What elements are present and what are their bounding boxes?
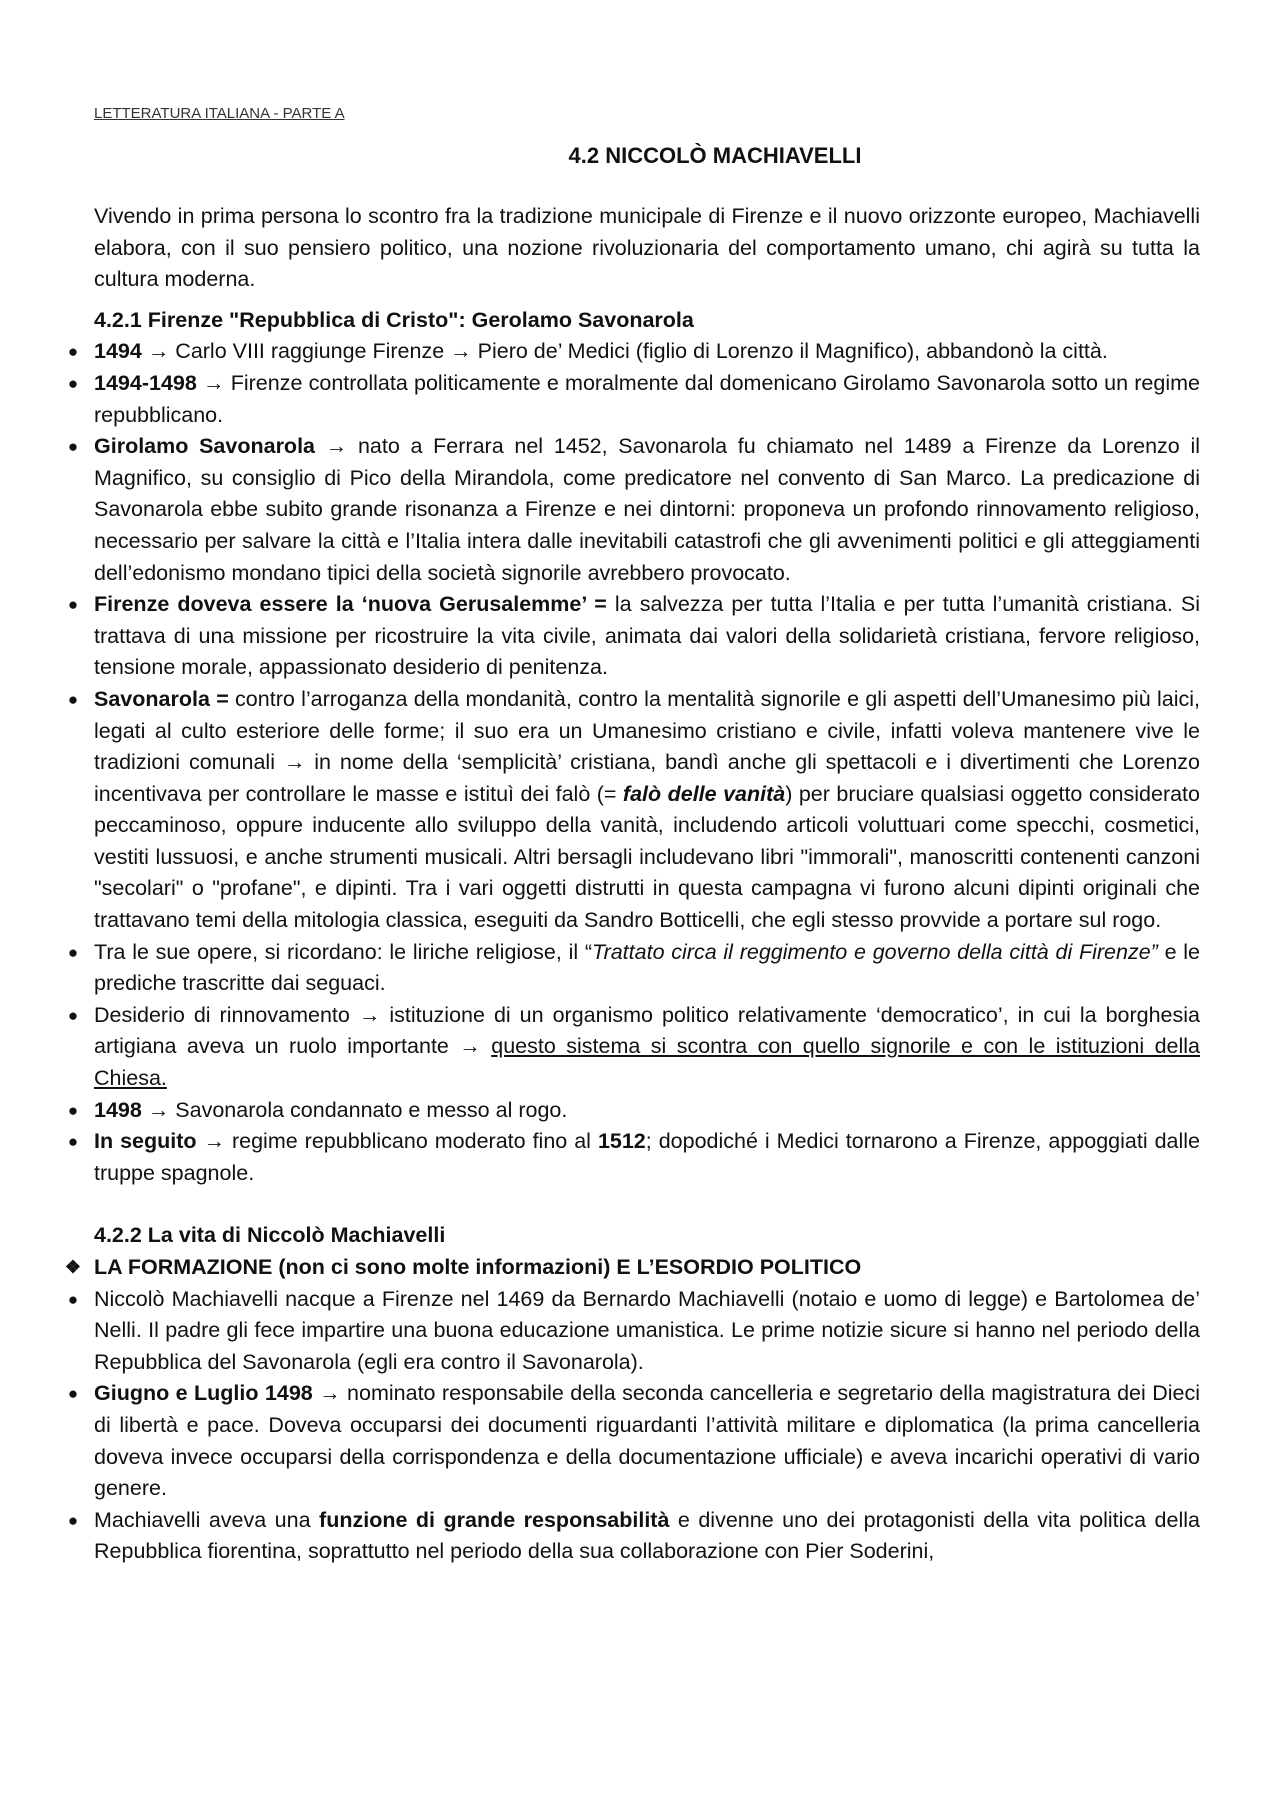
diamond-bullet-icon: ❖ bbox=[64, 1257, 82, 1277]
list-item: ● Savonarola = contro l’arroganza della mondanità, contro la mentalità signorile e gli aspetti dell’Umanesimo più laici, legati al culto esteriore delle forme; il suo era un Umanesimo cristiano e civile, infatti voleva mantenere vive le tradizioni comunali → in nome della ‘semplicità’ cristiana, bandì anche gli spettacoli e i divertimenti che Lorenzo incentivava per controllare le masse e istituì dei falò (= falò delle vanità) per bruciare qualsiasi oggetto considerato peccaminoso, oppure inducente allo sviluppo della vanità, includendo articoli voluttuari come specchi, cosmetici, vestiti lussuosi, e anche strumenti musicali. Altri bersagli includevano libri "immorali", manoscritti contenenti canzoni "secolari" o "profane", e dipinti. Tra i vari oggetti distrutti in questa campagna vi furono alcuni dipinti originali che trattavano temi della mitologia classica, eseguiti da Sandro Botticelli, che egli stesso provvide a portare sul rogo. bbox=[94, 684, 1200, 937]
bullet-icon: ● bbox=[67, 1005, 79, 1025]
bullet-icon: ● bbox=[67, 437, 79, 457]
list-item: ● Giugno e Luglio 1498 → nominato responsabile della seconda cancelleria e segretario della magistratura dei Dieci di libertà e pace. Doveva occuparsi dei documenti riguardanti l’attività militare e diplomatica (la prima cancelleria doveva invece occuparsi della corrispondenza e della documentazione ufficiale) e aveva incarichi operativi di vario genere. bbox=[94, 1378, 1200, 1504]
list-item: ● 1498 → Savonarola condannato e messo al rogo. bbox=[94, 1095, 1200, 1127]
list-item: ● 1494 → Carlo VIII raggiunge Firenze → Piero de’ Medici (figlio di Lorenzo il Magnifico), abbandonò la città. bbox=[94, 336, 1200, 368]
bullet-list-savonarola bbox=[67, 336, 1201, 1189]
list-item: ● Girolamo Savonarola → nato a Ferrara nel 1452, Savonarola fu chiamato nel 1489 a Firenze da Lorenzo il Magnifico, su consiglio di Pico della Mirandola, come predicatore nel convento di San Marco. La predicazione di Savonarola ebbe subito grande risonanza a Firenze e nei dintorni: proponeva un profondo rinnovamento religioso, necessario per salvare la città e l’Italia intera dalle inevitabili catastrofi che gli avvenimenti politici e gli atteggiamenti dell’edonismo mondano tipici della società signorile avrebbero provocato. bbox=[94, 431, 1200, 589]
list-item: ● Desiderio di rinnovamento → istituzione di un organismo politico relativamente ‘democratico’, in cui la borghesia artigiana aveva un ruolo importante → questo sistema si scontra con quello signorile e con le istituzioni della Chiesa. bbox=[94, 1000, 1200, 1095]
bullet-icon: ● bbox=[67, 342, 79, 362]
document-body bbox=[64, 201, 1201, 1568]
bullet-icon: ● bbox=[67, 1132, 79, 1152]
list-item: ● Machiavelli aveva una funzione di grande responsabilità e divenne uno dei protagonisti della vita politica della Repubblica fiorentina, soprattutto nel periodo della sua collaborazione con Pier Soderini, bbox=[94, 1505, 1200, 1568]
page-header: LETTERATURA ITALIANA - PARTE A bbox=[94, 105, 345, 122]
list-item: ● 1494-1498 → Firenze controllata politicamente e moralmente dal domenicano Girolamo Savonarola sotto un regime repubblicano. bbox=[94, 368, 1200, 431]
bullet-icon: ● bbox=[67, 942, 79, 962]
chapter-title: 4.2 NICCOLÒ MACHIAVELLI bbox=[568, 143, 862, 168]
bullet-icon: ● bbox=[67, 373, 79, 393]
bullet-icon: ● bbox=[67, 1510, 79, 1530]
bullet-icon: ● bbox=[67, 595, 79, 615]
bullet-icon: ● bbox=[67, 1100, 79, 1120]
bullet-icon: ● bbox=[67, 689, 79, 709]
bullet-icon: ● bbox=[67, 1289, 79, 1309]
section-heading-savonarola: 4.2.1 Firenze "Repubblica di Cristo": Gerolamo Savonarola bbox=[94, 307, 694, 332]
list-item: ● Firenze doveva essere la ‘nuova Gerusalemme’ = la salvezza per tutta l’Italia e per tutta l’umanità cristiana. Si trattava di una missione per ricostruire la vita civile, animata dai valori della solidarietà cristiana, fervore religioso, tensione morale, appassionato desiderio di penitenza. bbox=[94, 589, 1200, 684]
section-heading-machiavelli-life: 4.2.2 La vita di Niccolò Machiavelli bbox=[94, 1223, 446, 1248]
intro-paragraph: Vivendo in prima persona lo scontro fra la tradizione municipale di Firenze e il nuovo orizzonte europeo, Machiavelli elabora, con il suo pensiero politico, una nozione rivoluzionaria del comportamento umano, chi agirà su tutta la cultura moderna. bbox=[94, 204, 1200, 292]
bullet-icon: ● bbox=[67, 1384, 79, 1404]
list-item: ● Tra le sue opere, si ricordano: le liriche religiose, il “Trattato circa il reggimento e governo della città di Firenze” e le prediche trascritte dai seguaci. bbox=[94, 937, 1200, 1000]
subheading-formazione: ❖ LA FORMAZIONE (non ci sono molte informazioni) E L’ESORDIO POLITICO bbox=[94, 1252, 1200, 1284]
list-item: ● Niccolò Machiavelli nacque a Firenze nel 1469 da Bernardo Machiavelli (notaio e uomo di legge) e Bartolomea de’ Nelli. Il padre gli fece impartire una buona educazione umanistica. Le prime notizie sicure si hanno nel periodo della Repubblica del Savonarola (egli era contro il Savonarola). bbox=[94, 1284, 1200, 1379]
bullet-list-machiavelli bbox=[64, 1252, 1200, 1568]
list-item: ● In seguito → regime repubblicano moderato fino al 1512; dopodiché i Medici tornarono a Firenze, appoggiati dalle truppe spagnole. bbox=[94, 1126, 1200, 1189]
